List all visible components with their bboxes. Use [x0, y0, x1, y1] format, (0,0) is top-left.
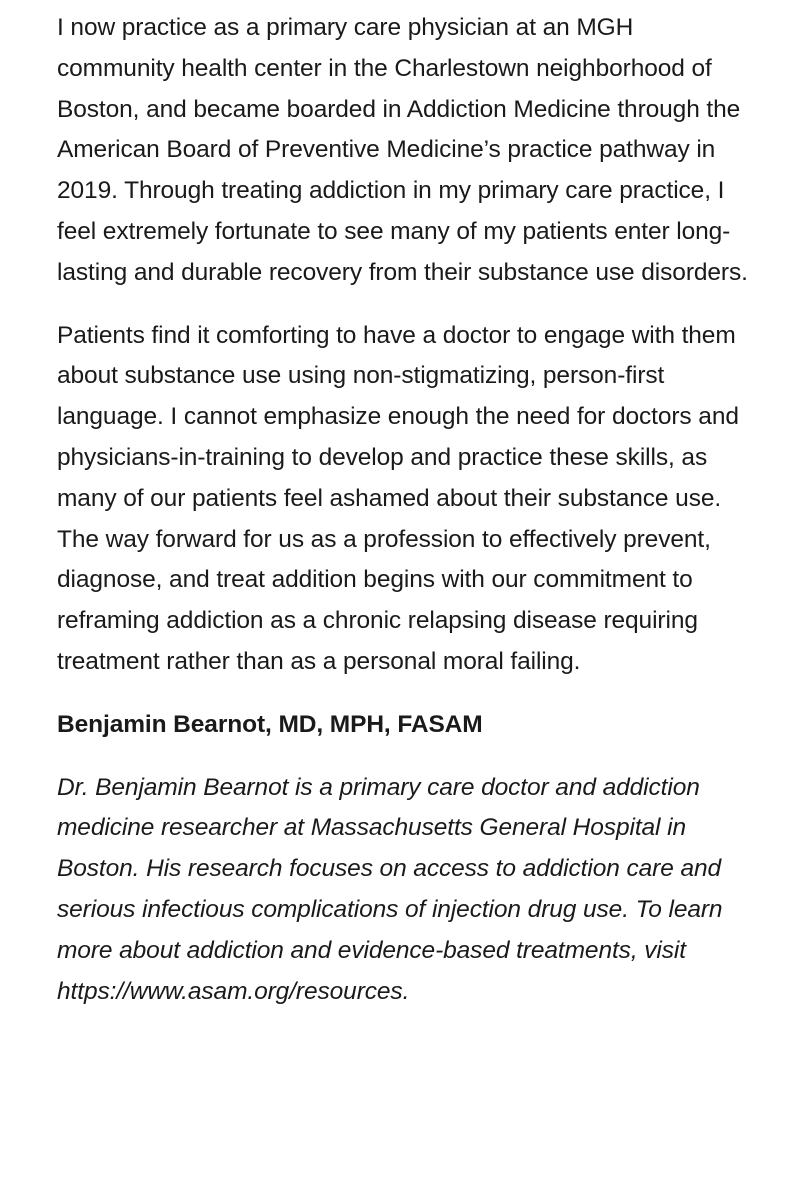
author-name: Benjamin Bearnot, MD, MPH, FASAM — [57, 710, 483, 738]
paragraph-language: Patients find it comforting to have a doctor to engage with them about substance use using non-stigmatizing, person-first language. I cannot emphasize enough the need for doctors and physicians-in-training to develop and practice these skills, as many of our patients feel ashamed about their substance use. The way forward for us as a profession to effectively prevent, diagnose, and treat addition begins with our commitment to reframing addiction as a chronic relapsing disease requiring treatment rather than as a personal moral failing. — [57, 321, 739, 675]
paragraph-practice: I now practice as a primary care physician at an MGH community health center in the Charlestown neighborhood of Boston, and became boarded in Addiction Medicine through the American Board of Preventive Medicine’s practice pathway in 2019. Through treating addiction in my primary care practice, I feel extremely fortunate to see many of my patients enter long-lasting and durable recovery from their substance use disorders. — [57, 14, 748, 286]
author-bio: Dr. Benjamin Bearnot is a primary care doctor and addiction medicine researcher at Massachusetts General Hospital in Boston. His research focuses on access to addiction care and serious infectious complications of injection drug use. To learn more about addiction and evidence-based treatments, visit https://www.asam.org/resources. — [57, 773, 723, 1005]
article-body — [57, 8, 757, 1012]
